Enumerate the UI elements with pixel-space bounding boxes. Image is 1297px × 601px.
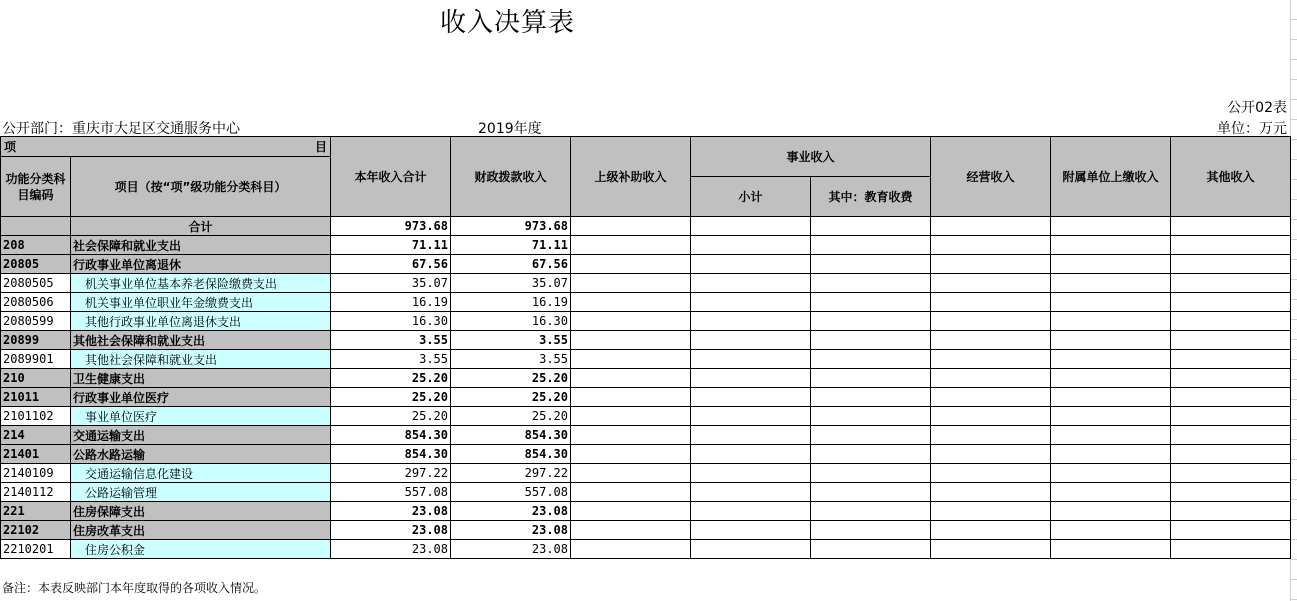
row-total-income: 3.55 xyxy=(331,331,451,350)
row-fiscal-income: 25.20 xyxy=(451,369,571,388)
row-empty-cell xyxy=(691,312,811,331)
department-label: 公开部门：重庆市大足区交通服务中心 xyxy=(2,121,240,137)
row-empty-cell xyxy=(571,445,691,464)
row-name: 事业单位医疗 xyxy=(71,407,331,426)
row-empty-cell xyxy=(1051,236,1171,255)
table-row xyxy=(1,331,1291,350)
row-empty-cell xyxy=(811,540,931,559)
row-code: 2080599 xyxy=(1,312,71,331)
row-empty-cell xyxy=(571,236,691,255)
row-fiscal-income: 16.30 xyxy=(451,312,571,331)
table-row xyxy=(1,407,1291,426)
table-row xyxy=(1,540,1291,559)
row-empty-cell xyxy=(931,540,1051,559)
row-name: 住房公积金 xyxy=(71,540,331,559)
row-fiscal-income: 25.20 xyxy=(451,407,571,426)
row-empty-cell xyxy=(691,521,811,540)
row-code: 2140112 xyxy=(1,483,71,502)
row-empty-cell xyxy=(931,236,1051,255)
row-total-income: 854.30 xyxy=(331,445,451,464)
row-total-income: 3.55 xyxy=(331,350,451,369)
row-fiscal-income: 3.55 xyxy=(451,331,571,350)
row-empty-cell xyxy=(571,502,691,521)
header-edu: 其中：教育收费 xyxy=(811,177,931,217)
row-code: 21011 xyxy=(1,388,71,407)
row-code: 221 xyxy=(1,502,71,521)
row-name: 其他社会保障和就业支出 xyxy=(71,350,331,369)
row-fiscal-income: 23.08 xyxy=(451,521,571,540)
table-row xyxy=(1,369,1291,388)
row-empty-cell xyxy=(571,217,691,236)
row-empty-cell xyxy=(931,407,1051,426)
row-code: 2089901 xyxy=(1,350,71,369)
row-fiscal-income: 16.19 xyxy=(451,293,571,312)
table-row xyxy=(1,350,1291,369)
row-empty-cell xyxy=(1051,293,1171,312)
row-fiscal-income: 25.20 xyxy=(451,388,571,407)
row-empty-cell xyxy=(931,445,1051,464)
row-empty-cell xyxy=(1051,407,1171,426)
row-total-income: 71.11 xyxy=(331,236,451,255)
row-empty-cell xyxy=(1051,521,1171,540)
table-row xyxy=(1,445,1291,464)
row-empty-cell xyxy=(1051,540,1171,559)
row-code: 2101102 xyxy=(1,407,71,426)
row-empty-cell xyxy=(1171,312,1291,331)
row-empty-cell xyxy=(931,521,1051,540)
row-empty-cell xyxy=(1171,236,1291,255)
row-total-income: 23.08 xyxy=(331,540,451,559)
table-row xyxy=(1,464,1291,483)
row-total-income: 35.07 xyxy=(331,274,451,293)
row-empty-cell xyxy=(931,274,1051,293)
row-code: 208 xyxy=(1,236,71,255)
row-empty-cell xyxy=(1171,426,1291,445)
row-empty-cell xyxy=(1051,255,1171,274)
row-total-income: 557.08 xyxy=(331,483,451,502)
row-empty-cell xyxy=(571,350,691,369)
row-total-income: 23.08 xyxy=(331,502,451,521)
row-fiscal-income: 23.08 xyxy=(451,502,571,521)
row-fiscal-income: 3.55 xyxy=(451,350,571,369)
table-row xyxy=(1,217,1291,236)
row-empty-cell xyxy=(1171,255,1291,274)
row-empty-cell xyxy=(1171,502,1291,521)
row-empty-cell xyxy=(1171,388,1291,407)
row-empty-cell xyxy=(1171,369,1291,388)
row-empty-cell xyxy=(931,426,1051,445)
row-empty-cell xyxy=(571,255,691,274)
row-empty-cell xyxy=(811,236,931,255)
row-empty-cell xyxy=(1171,274,1291,293)
row-empty-cell xyxy=(931,312,1051,331)
row-empty-cell xyxy=(691,483,811,502)
row-empty-cell xyxy=(691,331,811,350)
row-code: 2080505 xyxy=(1,274,71,293)
row-empty-cell xyxy=(811,293,931,312)
row-empty-cell xyxy=(1051,274,1171,293)
spreadsheet-gridlines xyxy=(1290,0,1297,601)
row-empty-cell xyxy=(1171,293,1291,312)
row-name: 卫生健康支出 xyxy=(71,369,331,388)
row-empty-cell xyxy=(811,331,931,350)
row-empty-cell xyxy=(1051,502,1171,521)
row-empty-cell xyxy=(691,293,811,312)
row-code: 214 xyxy=(1,426,71,445)
row-total-income: 973.68 xyxy=(331,217,451,236)
row-empty-cell xyxy=(1051,312,1171,331)
table-row xyxy=(1,274,1291,293)
row-name: 其他社会保障和就业支出 xyxy=(71,331,331,350)
footnote: 备注：本表反映部门本年度取得的各项收入情况。 xyxy=(2,581,267,595)
row-empty-cell xyxy=(1051,217,1171,236)
row-empty-cell xyxy=(931,331,1051,350)
header-subtotal: 小计 xyxy=(691,177,811,217)
row-empty-cell xyxy=(811,521,931,540)
header-item: 项 xyxy=(4,140,17,154)
row-empty-cell xyxy=(1051,331,1171,350)
row-empty-cell xyxy=(1051,464,1171,483)
row-name: 社会保障和就业支出 xyxy=(71,236,331,255)
row-empty-cell xyxy=(691,445,811,464)
report-title: 收入决算表 xyxy=(440,8,576,38)
row-empty-cell xyxy=(931,255,1051,274)
row-code: 20899 xyxy=(1,331,71,350)
row-empty-cell xyxy=(571,483,691,502)
header-total-income: 本年收入合计 xyxy=(331,137,451,217)
row-empty-cell xyxy=(1171,331,1291,350)
row-name: 机关事业单位基本养老保险缴费支出 xyxy=(71,274,331,293)
form-number: 公开02表 xyxy=(1227,100,1287,116)
row-empty-cell xyxy=(931,502,1051,521)
row-empty-cell xyxy=(811,445,931,464)
row-empty-cell xyxy=(1051,426,1171,445)
income-table xyxy=(0,136,1291,559)
row-empty-cell xyxy=(691,540,811,559)
row-code: 2140109 xyxy=(1,464,71,483)
row-empty-cell xyxy=(931,217,1051,236)
row-empty-cell xyxy=(691,388,811,407)
row-name: 合计 xyxy=(71,217,331,236)
row-empty-cell xyxy=(571,521,691,540)
row-empty-cell xyxy=(811,483,931,502)
row-empty-cell xyxy=(691,426,811,445)
row-name: 行政事业单位离退休 xyxy=(71,255,331,274)
year-label: 2019年度 xyxy=(478,121,542,137)
row-empty-cell xyxy=(1171,407,1291,426)
row-empty-cell xyxy=(691,236,811,255)
row-code: 210 xyxy=(1,369,71,388)
row-name: 公路水路运输 xyxy=(71,445,331,464)
row-empty-cell xyxy=(571,312,691,331)
row-name: 交通运输信息化建设 xyxy=(71,464,331,483)
row-empty-cell xyxy=(811,217,931,236)
row-fiscal-income: 854.30 xyxy=(451,445,571,464)
row-empty-cell xyxy=(1171,445,1291,464)
header-item-cell xyxy=(1,137,331,157)
row-empty-cell xyxy=(1171,217,1291,236)
table-row xyxy=(1,255,1291,274)
header-fiscal: 财政拨款收入 xyxy=(451,137,571,217)
row-empty-cell xyxy=(811,350,931,369)
unit-label: 单位：万元 xyxy=(1217,121,1287,137)
row-total-income: 16.30 xyxy=(331,312,451,331)
row-empty-cell xyxy=(571,331,691,350)
row-total-income: 25.20 xyxy=(331,407,451,426)
row-name: 机关事业单位职业年金缴费支出 xyxy=(71,293,331,312)
row-fiscal-income: 973.68 xyxy=(451,217,571,236)
row-fiscal-income: 35.07 xyxy=(451,274,571,293)
row-total-income: 23.08 xyxy=(331,521,451,540)
row-empty-cell xyxy=(1171,464,1291,483)
row-empty-cell xyxy=(811,274,931,293)
row-fiscal-income: 854.30 xyxy=(451,426,571,445)
table-row xyxy=(1,312,1291,331)
row-empty-cell xyxy=(1051,350,1171,369)
row-empty-cell xyxy=(811,426,931,445)
row-code: 20805 xyxy=(1,255,71,274)
header-career: 事业收入 xyxy=(691,137,931,177)
header-other: 其他收入 xyxy=(1171,137,1291,217)
row-empty-cell xyxy=(811,369,931,388)
row-empty-cell xyxy=(811,464,931,483)
row-code: 21401 xyxy=(1,445,71,464)
row-empty-cell xyxy=(1171,483,1291,502)
header-affiliated: 附属单位上缴收入 xyxy=(1051,137,1171,217)
row-code xyxy=(1,217,71,236)
row-empty-cell xyxy=(811,255,931,274)
row-empty-cell xyxy=(1171,540,1291,559)
row-code: 2080506 xyxy=(1,293,71,312)
row-fiscal-income: 23.08 xyxy=(451,540,571,559)
row-empty-cell xyxy=(811,407,931,426)
row-empty-cell xyxy=(931,369,1051,388)
row-name: 交通运输支出 xyxy=(71,426,331,445)
row-name: 住房保障支出 xyxy=(71,502,331,521)
row-empty-cell xyxy=(1171,350,1291,369)
row-empty-cell xyxy=(931,388,1051,407)
row-fiscal-income: 71.11 xyxy=(451,236,571,255)
row-empty-cell xyxy=(931,293,1051,312)
row-total-income: 25.20 xyxy=(331,388,451,407)
row-empty-cell xyxy=(691,502,811,521)
row-name: 其他行政事业单位离退休支出 xyxy=(71,312,331,331)
row-total-income: 67.56 xyxy=(331,255,451,274)
row-code: 22102 xyxy=(1,521,71,540)
header-mu: 目 xyxy=(314,140,327,154)
row-empty-cell xyxy=(571,369,691,388)
row-empty-cell xyxy=(571,407,691,426)
row-empty-cell xyxy=(811,502,931,521)
header-name: 项目（按“项”级功能分类科目） xyxy=(71,157,331,217)
row-empty-cell xyxy=(811,388,931,407)
table-row xyxy=(1,521,1291,540)
row-fiscal-income: 67.56 xyxy=(451,255,571,274)
row-empty-cell xyxy=(931,464,1051,483)
row-empty-cell xyxy=(931,483,1051,502)
row-empty-cell xyxy=(1051,388,1171,407)
row-empty-cell xyxy=(691,217,811,236)
row-empty-cell xyxy=(931,350,1051,369)
row-fiscal-income: 297.22 xyxy=(451,464,571,483)
table-row xyxy=(1,426,1291,445)
header-business: 经营收入 xyxy=(931,137,1051,217)
row-empty-cell xyxy=(691,274,811,293)
row-name: 公路运输管理 xyxy=(71,483,331,502)
row-empty-cell xyxy=(1051,483,1171,502)
row-empty-cell xyxy=(571,274,691,293)
table-row xyxy=(1,236,1291,255)
row-empty-cell xyxy=(811,312,931,331)
header-superior: 上级补助收入 xyxy=(571,137,691,217)
row-empty-cell xyxy=(571,426,691,445)
row-empty-cell xyxy=(691,464,811,483)
row-empty-cell xyxy=(691,350,811,369)
row-total-income: 25.20 xyxy=(331,369,451,388)
row-empty-cell xyxy=(1051,369,1171,388)
row-name: 行政事业单位医疗 xyxy=(71,388,331,407)
row-empty-cell xyxy=(571,540,691,559)
row-total-income: 16.19 xyxy=(331,293,451,312)
row-empty-cell xyxy=(1051,445,1171,464)
table-row xyxy=(1,483,1291,502)
row-name: 住房改革支出 xyxy=(71,521,331,540)
table-row xyxy=(1,293,1291,312)
row-fiscal-income: 557.08 xyxy=(451,483,571,502)
row-empty-cell xyxy=(691,255,811,274)
table-row xyxy=(1,388,1291,407)
header-code: 功能分类科目编码 xyxy=(1,157,71,217)
row-empty-cell xyxy=(691,407,811,426)
row-total-income: 297.22 xyxy=(331,464,451,483)
row-total-income: 854.30 xyxy=(331,426,451,445)
row-empty-cell xyxy=(571,293,691,312)
row-empty-cell xyxy=(571,388,691,407)
row-empty-cell xyxy=(691,369,811,388)
row-code: 2210201 xyxy=(1,540,71,559)
row-empty-cell xyxy=(1171,521,1291,540)
table-row xyxy=(1,502,1291,521)
row-empty-cell xyxy=(571,464,691,483)
